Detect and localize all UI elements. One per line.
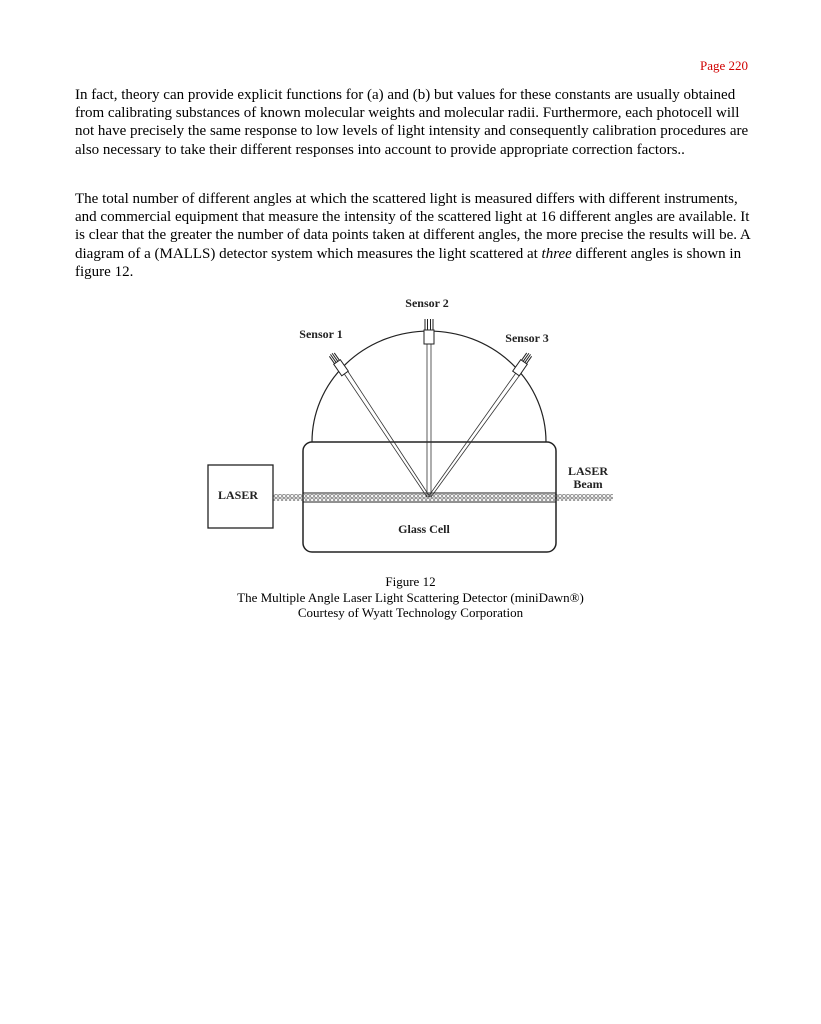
laser-beam-label-line1: LASER	[567, 464, 609, 478]
laser-beam	[273, 494, 613, 501]
paragraph-2-text-before: The total number of different angles at which the scattered light is measured differs with different instruments, and commercial equipment that measure the intensity of the scattered light at 16 different angles are available. It is clear that the greater the number of data points taken at different angles, the more precise the results will be. A diagram of a (MALLS) detector system which measures the light scattered at	[75, 191, 750, 262]
page-number: Page 220	[699, 58, 748, 73]
caption-title: The Multiple Angle Laser Light Scattering Detector (miniDawn®)	[237, 589, 584, 605]
paragraph-2-emphasis: three	[541, 245, 572, 262]
figure-caption	[0, 574, 821, 621]
sensor-3-icon	[513, 352, 533, 376]
laser-beam-label-line2: Beam	[573, 477, 603, 491]
caption-credit: Courtesy of Wyatt Technology Corporation	[297, 605, 524, 621]
sensor-1-label: Sensor 1	[299, 327, 343, 341]
malls-detector-diagram	[200, 292, 620, 562]
paragraph-2-text-after: different angles is shown in figure 12.	[75, 245, 742, 280]
laser-label: LASER	[217, 488, 259, 502]
sensor-2-label: Sensor 2	[405, 296, 449, 310]
sensor-2-icon	[424, 319, 434, 344]
paragraph-1: In fact, theory can provide explicit functions for (a) and (b) but values for these constants are usually obtained from calibrating substances of known molecular weights and molecular radii. Furthermore, each photocell will not have precisely the same response to low levels of light intensity and consequently calibration procedures are also necessary to take their different responses into account to provide appropriate correction factors..	[75, 87, 749, 158]
paragraph-2	[75, 190, 755, 281]
glass-cell-label: Glass Cell	[398, 522, 450, 536]
caption-figure-number: Figure 12	[385, 574, 436, 589]
sensor-3-label: Sensor 3	[505, 331, 549, 345]
detector-dome	[312, 331, 549, 442]
